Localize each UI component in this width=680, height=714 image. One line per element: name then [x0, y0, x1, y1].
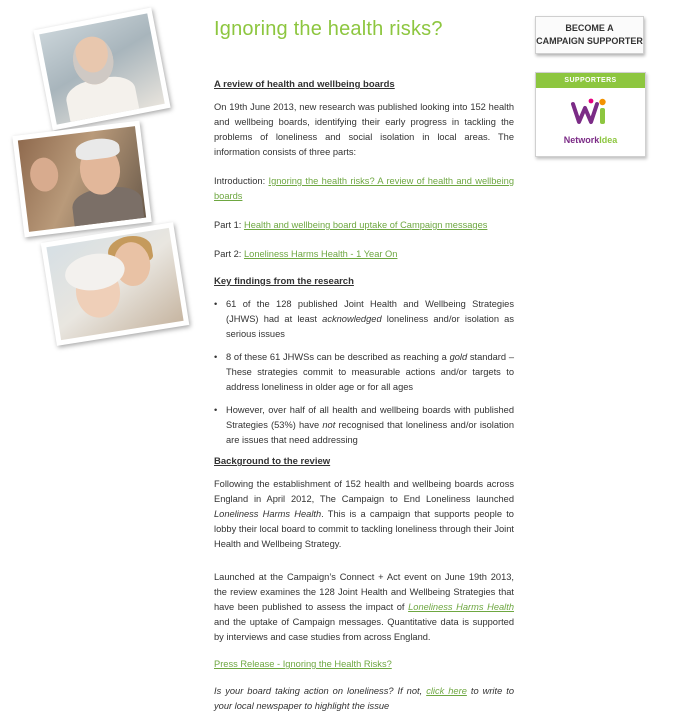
list-item: • 8 of these 61 JHWSs can be described as reaching a gold standard – These strategies commit to measurable actions and/or targets to address loneliness in older age or for all ages	[214, 350, 514, 395]
intro-link[interactable]: Ignoring the health risks? A review of health and wellbeing boards	[214, 176, 514, 201]
click-here-link[interactable]: click here	[426, 686, 467, 696]
background-heading: Background to the review	[214, 456, 331, 467]
supporters-header: SUPPORTERS	[536, 73, 645, 88]
review-intro-paragraph: On 19th June 2013, new research was published looking into 152 health and wellbeing boards, identifying their early progress in tackling the problems of loneliness and social isolation in local areas. The information consists of three parts:	[214, 102, 514, 157]
closing-line: Is your board taking action on loneliness? If not, click here to write to your local newspaper to highlight the issue	[214, 686, 514, 711]
become-supporter-button[interactable]: BECOME A CAMPAIGN SUPPORTER	[535, 16, 644, 54]
findings-heading: Key findings from the research	[214, 276, 354, 287]
main-content	[214, 18, 514, 714]
page-title: Ignoring the health risks?	[214, 18, 443, 40]
list-item: • However, over half of all health and wellbeing boards with published Strategies (53%) have not recognised that loneliness and/or isolation are issues that need addressing	[214, 403, 514, 448]
part2-line	[214, 247, 514, 262]
supporters-box	[535, 72, 646, 157]
part2-link[interactable]: Loneliness Harms Health - 1 Year On	[243, 249, 398, 259]
part2-prefix: Part 2:	[214, 249, 244, 259]
part1-prefix: Part 1:	[214, 220, 244, 230]
photo-elderly-man	[12, 121, 151, 238]
review-heading: A review of health and wellbeing boards	[214, 79, 395, 90]
intro-prefix: Introduction:	[214, 176, 269, 186]
press-release-link[interactable]: Press Release - Ignoring the Health Risks?	[214, 659, 392, 669]
network-idea-logo-icon	[569, 96, 611, 130]
loneliness-harms-health-link[interactable]: Loneliness Harms Health	[408, 602, 514, 612]
findings-list	[214, 297, 514, 448]
logo-text: NetworkIdea	[563, 135, 618, 145]
part1-link[interactable]: Health and wellbeing board uptake of Campaign messages	[243, 220, 488, 230]
network-idea-logo[interactable]	[536, 88, 645, 156]
press-line	[214, 657, 514, 672]
part1-line	[214, 218, 514, 233]
intro-line	[214, 174, 514, 204]
background-paragraph-2: Launched at the Campaign’s Connect + Act event on June 19th 2013, the review examines the 128 Joint Health and Wellbeing Strategies that have been published to assess the impact of Loneliness Harms Health and the uptake of Campaign messages. Quantitative data is supported by interviews and case studies from across England.	[214, 572, 514, 642]
background-paragraph-1: Following the establishment of 152 health and wellbeing boards across England in April 2012, The Campaign to End Loneliness launched Loneliness Harms Health. This is a campaign that supports people to lobby their local board to commit to tackling loneliness through their Joint Health and Wellbeing Strategy.	[214, 479, 514, 549]
photo-elderly-woman	[33, 7, 170, 130]
list-item: • 61 of the 128 published Joint Health and Wellbeing Strategies (JHWS) had at least acknowledged loneliness and/or isolation as serious issues	[214, 297, 514, 342]
photo-two-women	[41, 222, 190, 346]
